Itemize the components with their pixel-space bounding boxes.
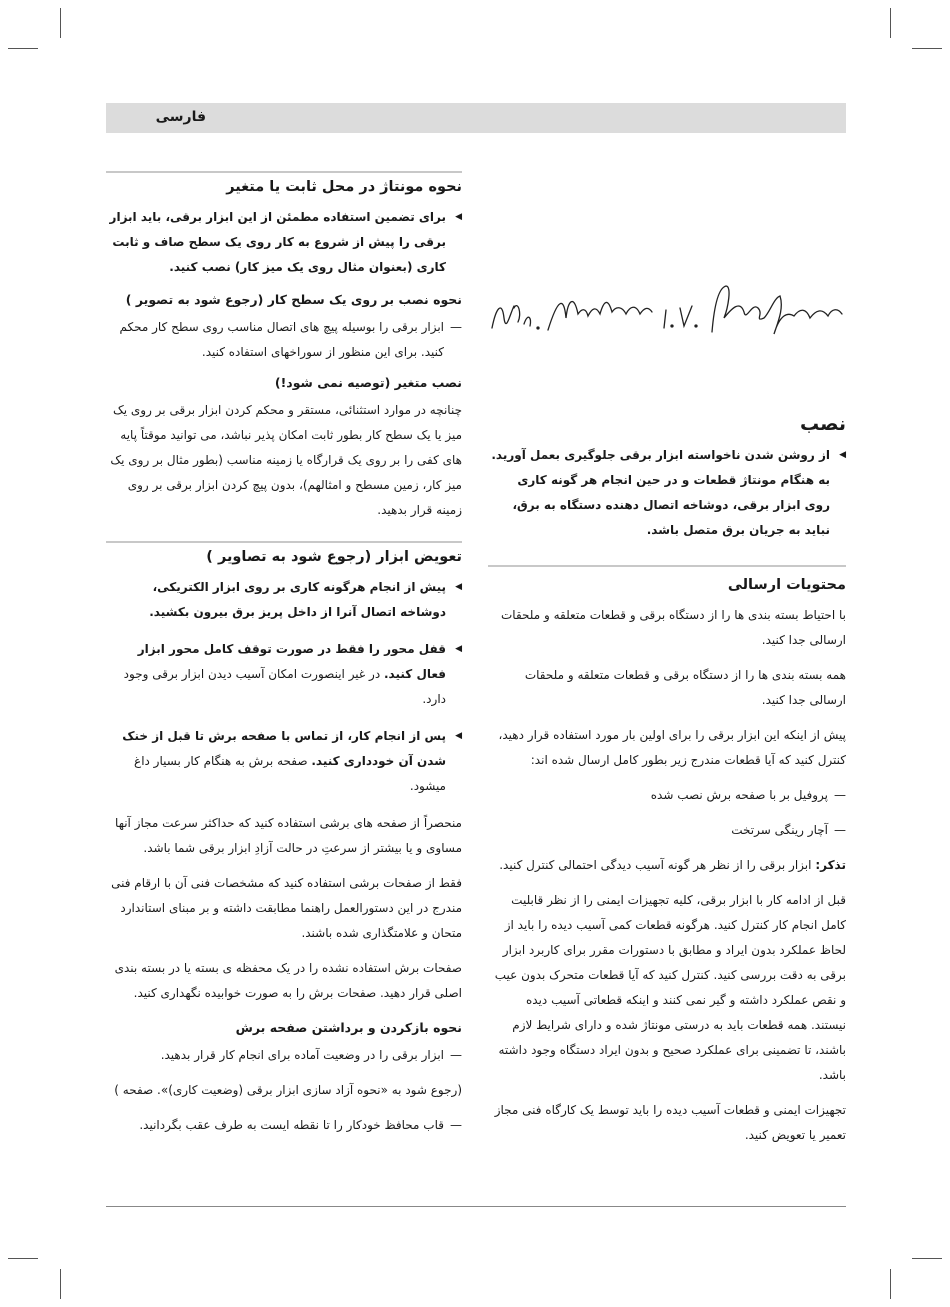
delivery-title: محتویات ارسالی bbox=[727, 577, 846, 593]
spindle-lock-bold: قفل محور را فقط در صورت توقف کامل محور ابزار فعال کنید. bbox=[137, 642, 446, 681]
language-header-bar bbox=[106, 103, 846, 133]
spindle-lock-warning bbox=[106, 637, 462, 712]
note-text: ابزار برقی را از نظر هر گونه آسیب دیدگی احتمالی کنترل کنید. bbox=[499, 858, 812, 872]
variable-mount-text: چنانچه در موارد استثنائی، مستقر و محکم کردن ابزار برقی بر روی یک میز یا یک سطح کار بطور ثابت امکان پذیر نباشد، می توانید موقتاً پایه های کفی را بر روی یک قرارگاه یا زمینه مناسب (بطور مثال بر روی یک میز کار، زمین مسطح و امثالهم)، بدون پیچ کردن ابزار برقی بر روی زمینه قرار بدهید. bbox=[110, 403, 462, 517]
spindle-lock-rest: در غیر اینصورت امکان آسیب دیدن ابزار برقی وجود دارد. bbox=[123, 667, 446, 706]
safety-check-text: قبل از ادامه کار با ابزار برقی، کلیه تجهیزات ایمنی را از نظر قابلیت کامل انجام کار کنترل کنید. هرگونه قطعات کمی آسیب دیده را باید از لحاظ عملکرد بدون ایراد و مطابق با دستورات مقرر برای کاربرد ابزار برقی به دقت بررسی کنید. کنترل کنید که آیا قطعات متحرک بدون عیب و نقص عملکرد داشته و گیر نمی کنند و اینکه قطعاتی آسیب دیده نیستند. همه قطعات باید به درستی مونتاژ شده و دارای شرایط لازم باشند، تا تضمینی برای عملکرد صحیح و بدون ایراد دستگاه وجود داشته باشد. bbox=[494, 893, 846, 1082]
tool-change-title: تعویض ابزار (رجوع شود به تصاویر ) bbox=[206, 549, 462, 565]
left-column bbox=[106, 171, 462, 1148]
crop-mark bbox=[890, 1269, 891, 1299]
blade-hot-warning bbox=[106, 724, 462, 799]
delivery-section bbox=[488, 565, 846, 1148]
blade-removal-note: (رجوع شود به «نحوه آزاد سازی ابزار برقی (وضعیت کاری)». صفحه ) bbox=[114, 1083, 462, 1097]
crop-mark bbox=[912, 1258, 942, 1259]
bottom-divider bbox=[106, 1206, 846, 1207]
language-label: فارسی bbox=[155, 109, 206, 125]
mounting-intro: ◀ برای تضمین استفاده مطمئن از این ابزار برقی، باید ابزار برقی را پیش از شروع به کار روی یک سطح صاف و ثابت کاری (بعنوان مثال روی یک میز کار) نصب کنید. bbox=[106, 205, 462, 280]
repair-text: تجهیزات ایمنی و قطعات آسیب دیده را باید توسط یک کارگاه فنی مجاز تعمیر یا تعویض کنید. bbox=[494, 1103, 846, 1142]
note-label: تذکر: bbox=[815, 858, 846, 872]
fixed-mount-item: — ابزار برقی را بوسیله پیچ های اتصال مناسب روی سطح کار محکم کنید. برای این منظور از سوراخهای استفاده کنید. bbox=[106, 315, 462, 365]
delivery-note bbox=[488, 853, 846, 878]
blade-spec-text: فقط از صفحات برشی استفاده کنید که مشخصات فنی آن با ارقام فنی مندرج در این دستورالعمل راهنما مطابقت داشته و بر مبنای استاندارد متحان و علامتگذاری شده باشند. bbox=[111, 876, 462, 940]
blade-hot-bold: پس از انجام کار، از تماس با صفحه برش تا قبل از خنک شدن آن خودداری کنید. bbox=[122, 729, 446, 768]
crop-mark bbox=[890, 8, 891, 38]
installation-warning: ◀ از روشن شدن ناخواسته ابزار برقی جلوگیری بعمل آورید. به هنگام مونتاژ قطعات و در حین انجام هر گونه کاری روی ابزار برقی، دوشاخه اتصال دهنده دستگاه به برق، نباید به جریان برق متصل باشد. bbox=[488, 443, 846, 543]
signature-image bbox=[488, 278, 846, 348]
blade-removal-title: نحوه بازکردن و برداشتن صفحه برش bbox=[235, 1020, 462, 1035]
blade-removal-step-2: — قاب محافظ خودکار را تا نقطه ایست به طرف عقب بگردانید. bbox=[106, 1113, 462, 1138]
delivery-p3: پیش از اینکه این ابزار برقی را برای اولین بار مورد استفاده قرار دهید، کنترل کنید که آیا قطعات مندرج زیر بطور کامل ارسال شده اند: bbox=[498, 728, 846, 767]
crop-mark bbox=[8, 48, 38, 49]
crop-mark bbox=[60, 8, 61, 38]
unplug-warning: ◀ پیش از انجام هرگونه کاری بر روی ابزار الکتریکی، دوشاخه اتصال آنرا از داخل پریز برق بیرون بکشید. bbox=[106, 575, 462, 625]
tool-change-section bbox=[106, 541, 462, 1138]
blade-hot-rest: صفحه برش به هنگام کار بسیار داغ میشود. bbox=[134, 754, 446, 793]
fixed-mount-title: نحوه نصب بر روی یک سطح کار (رجوع شود به تصویر ) bbox=[125, 292, 462, 307]
crop-mark bbox=[912, 48, 942, 49]
blade-storage-text: صفحات برش استفاده نشده را در یک محفظه ی بسته یا در بسته بندی اصلی قرار دهید. صفحات برش را به صورت خوابیده نگهداری کنید. bbox=[114, 961, 462, 1000]
variable-mount-title: نصب متغیر (توصیه نمی شود!) bbox=[274, 375, 462, 390]
blade-speed-text: منحصراً از صفحه های برشی استفاده کنید که حداکثر سرعت مجاز آنها مساوی و یا بیشتر از سرعتِ در حالت آزادِ ابزار برقی شما باشد. bbox=[115, 816, 462, 855]
installation-title: نصب bbox=[800, 413, 846, 435]
mounting-section bbox=[106, 171, 462, 523]
delivery-item-wrench: — آچار رینگی سرتخت bbox=[488, 818, 846, 843]
crop-mark bbox=[60, 1269, 61, 1299]
blade-removal-step-1: — ابزار برقی را در وضعیت آماده برای انجام کار قرار بدهید. bbox=[106, 1043, 462, 1068]
delivery-item-saw-profile: — پروفیل بر با صفحه برش نصب شده bbox=[488, 783, 846, 808]
delivery-p2: همه بسته بندی ها را از دستگاه برقی و قطعات متعلقه و ملحقات ارسالی جدا کنید. bbox=[524, 668, 846, 707]
right-column bbox=[488, 413, 846, 1158]
crop-mark bbox=[8, 1258, 38, 1259]
delivery-p1: با احتیاط بسته بندی ها را از دستگاه برقی و قطعات متعلقه و ملحقات ارسالی جدا کنید. bbox=[500, 608, 846, 647]
mounting-title: نحوه مونتاژ در محل ثابت یا متغیر bbox=[226, 179, 462, 195]
